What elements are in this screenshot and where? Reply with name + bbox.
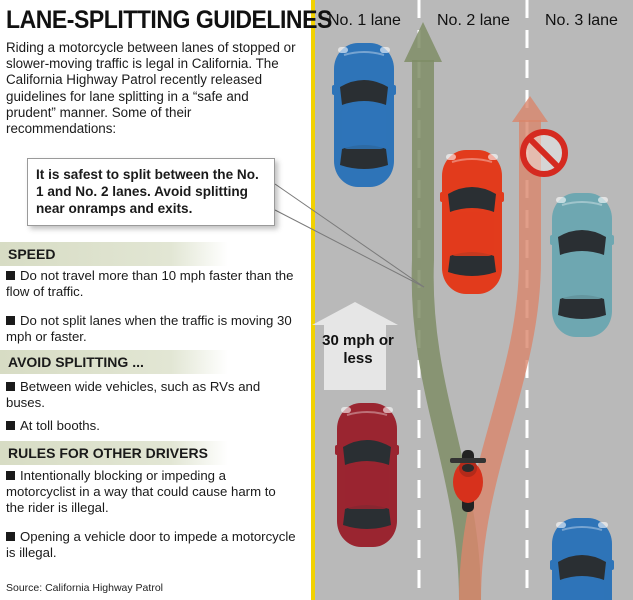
list-item: Opening a vehicle door to impede a motorcycle is illegal. [6, 529, 296, 560]
section-heading-rules: RULES FOR OTHER DRIVERS [0, 441, 228, 465]
section-heading-avoid: AVOID SPLITTING ... [0, 350, 228, 374]
lane-label-2: No. 2 lane [437, 12, 510, 29]
bullet-icon [6, 316, 15, 325]
bullet-icon [6, 271, 15, 280]
lane-label-3: No. 3 lane [545, 12, 618, 29]
list-item: Do not split lanes when the traffic is moving 30 mph or faster. [6, 313, 292, 344]
source-note: Source: California Highway Patrol [6, 582, 163, 594]
intro-text: Riding a motorcycle between lanes of stopped or slower-moving traffic is legal in California. The California Highway Patrol recently released guidelines for lane splitting in a “safe and prudent” manner. Some of their recommendations: [6, 40, 296, 137]
list-item: At toll booths. [6, 418, 296, 434]
bullet-icon [6, 532, 15, 541]
list-item: Between wide vehicles, such as RVs and buses. [6, 379, 261, 410]
lane-label-1: No. 1 lane [328, 12, 401, 29]
car-icon [550, 193, 614, 337]
bullet-icon [6, 421, 15, 430]
no-entry-icon [523, 132, 565, 174]
page-title: LANE-SPLITTING GUIDELINES [6, 6, 332, 34]
car-icon [332, 43, 396, 187]
callout-box: It is safest to split between the No. 1 and No. 2 lanes. Avoid splitting near onramps and exits. [27, 158, 275, 226]
speed-limit-label: 30 mph or less [322, 332, 394, 367]
car-icon [335, 403, 399, 547]
section-heading-speed: SPEED [0, 242, 228, 266]
car-icon [440, 150, 504, 294]
bullet-icon [6, 471, 15, 480]
list-item: Intentionally blocking or impeding a motorcyclist in a way that could cause harm to the rider is illegal. [6, 468, 276, 515]
list-item: Do not travel more than 10 mph faster than the flow of traffic. [6, 268, 294, 299]
bullet-icon [6, 382, 15, 391]
car-icon [550, 518, 614, 600]
